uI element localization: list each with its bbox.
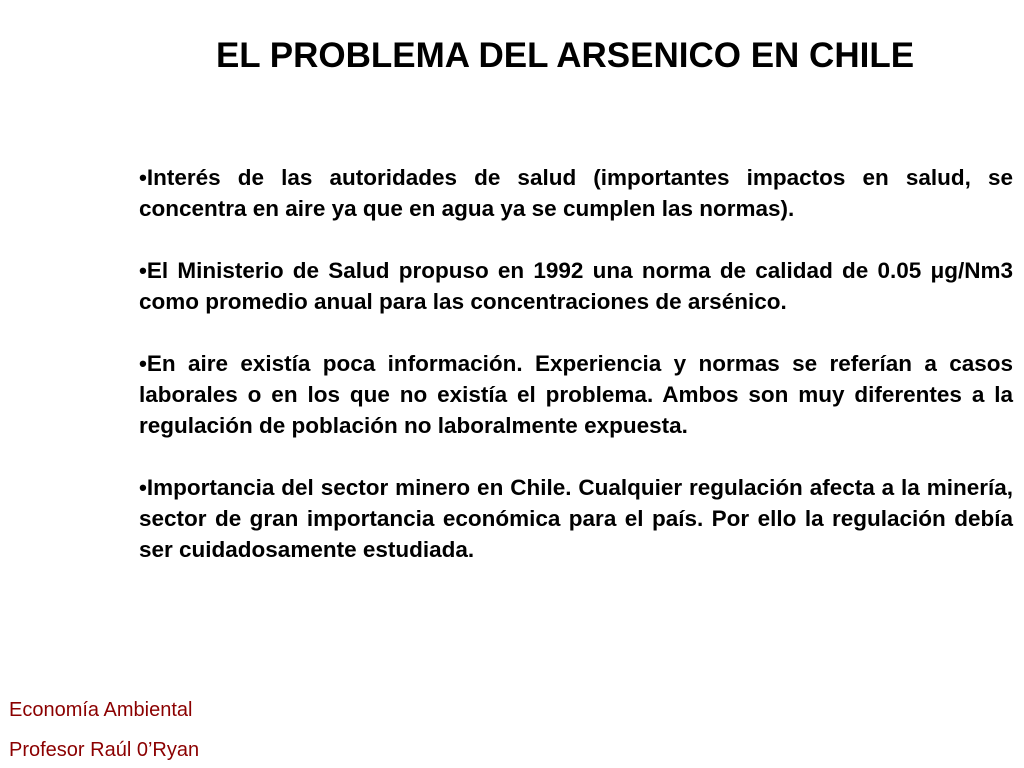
bullet-item-1: •Interés de las autoridades de salud (importantes impactos en salud, se concentra en aire ya que en agua ya se cumplen las normas).: [139, 165, 1013, 221]
bullet-item-2: •El Ministerio de Salud propuso en 1992 una norma de calidad de 0.05 μg/Nm3 como promedio anual para las concentraciones de arsénico.: [139, 258, 1013, 314]
bullet-list: [139, 162, 1013, 565]
footer-course-name: Economía Ambiental: [9, 699, 193, 721]
slide-title: EL PROBLEMA DEL ARSENICO EN CHILE: [215, 36, 915, 75]
bullet-item-3: •En aire existía poca información. Experiencia y normas se referían a casos laborales o en los que no existía el problema. Ambos son muy diferentes a la regulación de población no laboralmente expuesta.: [139, 351, 1013, 438]
footer-professor-name: Profesor Raúl 0’Ryan: [9, 739, 200, 761]
bullet-item-4: •Importancia del sector minero en Chile. Cualquier regulación afecta a la minería, sector de gran importancia económica para el país. Por ello la regulación debía ser cuidadosamente estudiada.: [139, 475, 1013, 562]
